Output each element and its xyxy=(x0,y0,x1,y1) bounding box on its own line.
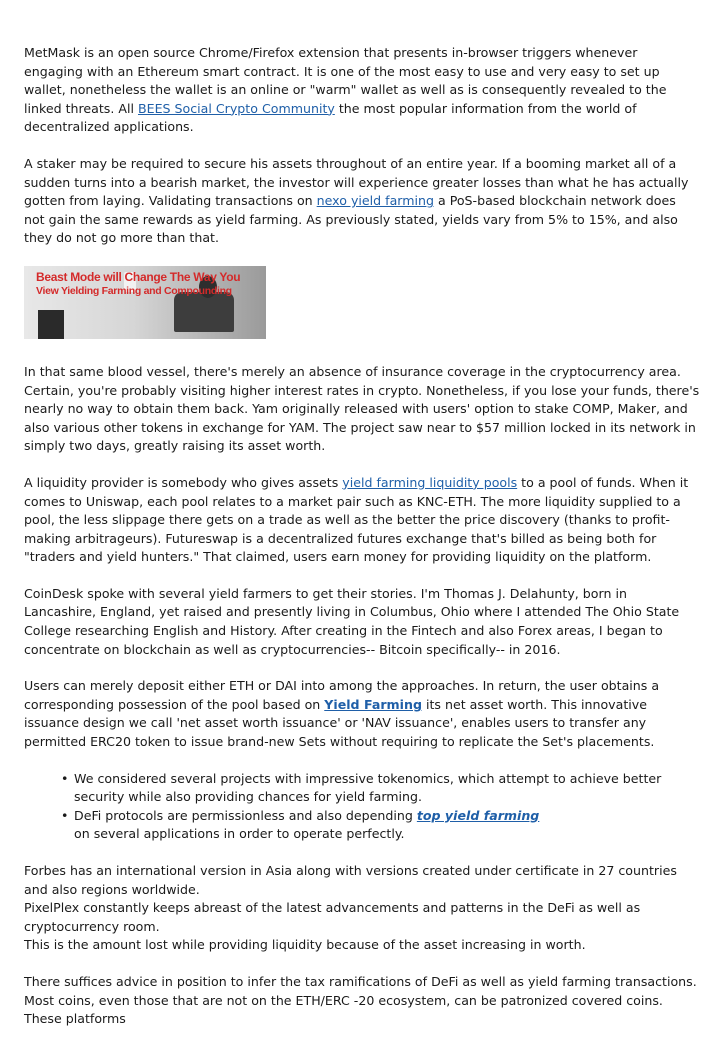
link-bees-social-crypto-community[interactable]: BEES Social Crypto Community xyxy=(137,100,335,116)
link-nexo-yield-farming[interactable]: nexo yield farming xyxy=(316,193,434,209)
article-body xyxy=(24,44,700,1047)
speaker-shape xyxy=(38,310,64,339)
paragraph-metamask: MetMask is an open source Chrome/Firefox extension that presents in-browser triggers whenever engaging with an Ethereum smart contract. It is one of the most easy to use and very easy to set up wallet, nonetheless the wallet is an online or "warm" wallet as well as is consequently revealed to the linked threats. All BEES Social Crypto Community the most popular information from the world of decentralized applications. xyxy=(24,45,667,135)
line-group xyxy=(24,862,700,955)
line-forbes: Forbes has an international version in Asia along with versions created under certificate in 27 countries and also regions worldwide. xyxy=(24,863,677,897)
link-yield-farming[interactable]: Yield Farming xyxy=(324,696,422,712)
paragraph-tax: There suffices advice in position to infer the tax ramifications of DeFi as well as yield farming transactions. Most coins, even those that are not on the ETH/ERC -20 ecosystem, can be patronized covered coins. These platforms xyxy=(24,973,697,1027)
list-item: • DeFi protocols are permissionless and also depending top yield farming on several applications in order to operate perfectly. xyxy=(72,807,700,844)
banner-headline: Beast Mode will Change The Way You xyxy=(36,269,241,284)
link-yield-farming-liquidity-pools[interactable]: yield farming liquidity pools xyxy=(342,474,518,490)
paragraph-staker: A staker may be required to secure his assets throughout of an entire year. If a booming market all of a sudden turns into a bearish market, the investor will experience greater losses than what he has actually gotten from laying. Validating transactions on nexo yield farming a PoS-based blockchain network does not gain the same rewards as yield farming. As previously stated, yields vary from 5% to 15%, and also they do not go more than that. xyxy=(24,155,689,246)
beast-mode-banner-image xyxy=(24,266,266,339)
list-item: • We considered several projects with impressive tokenomics, which attempt to achieve better security while also providing chances for yield farming. xyxy=(72,770,700,807)
line-amount-lost: This is the amount lost while providing liquidity because of the asset increasing in worth. xyxy=(24,937,586,953)
paragraph-liquidity-provider: A liquidity provider is somebody who gives assets yield farming liquidity pools to a pool of funds. When it comes to Uniswap, each pool relates to a market pair such as KNC-ETH. The more liquidity supplied to a pool, the less slippage there gets on a trade as well as the better the price discovery (thanks to profit-making arbitrageurs). Futureswap is a decentralized futures exchange that's billed as being both for "traders and yield hunters." That claimed, users earn money for providing liquidity on the platform. xyxy=(24,474,689,565)
link-top-yield-farming[interactable]: top yield farming xyxy=(416,807,540,823)
paragraph-coindesk: CoinDesk spoke with several yield farmers to get their stories. I'm Thomas J. Delahunty, born in Lancashire, England, yet raised and presently living in Columbus, Ohio where I attended The Ohio State College researching English and History. After creating in the Fintech and also Forex areas, I began to concentrate on blockchain as well as cryptocurrencies-- Bitcoin specifically-- in 2016. xyxy=(24,585,680,657)
line-pixelplex: PixelPlex constantly keeps abreast of the latest advancements and patterns in the DeFi as well as cryptocurrency room. xyxy=(24,900,641,934)
bullet-list xyxy=(24,770,700,844)
banner-subheadline: View Yielding Farming and Compounding xyxy=(36,284,232,297)
paragraph-deposit: Users can merely deposit either ETH or DAI into among the approaches. In return, the user obtains a corresponding possession of the pool based on Yield Farming its net asset worth. This innovative issuance design we call 'net asset worth issuance' or 'NAV issuance', enables users to transfer any permitted ERC20 token to issue brand-new Sets without requiring to replicate the Set's placements. xyxy=(24,678,660,750)
paragraph-insurance: In that same blood vessel, there's merely an absence of insurance coverage in the cryptocurrency area. Certain, you're probably visiting higher interest rates in crypto. Nonetheless, if you lose your funds, there's nearly no way to obtain them back. Yam originally released with users' option to stake COMP, Maker, and also various other tokens in exchange for YAM. The project saw near to $57 million locked in its network in simply two days, greatly raising its asset worth. xyxy=(24,363,700,454)
